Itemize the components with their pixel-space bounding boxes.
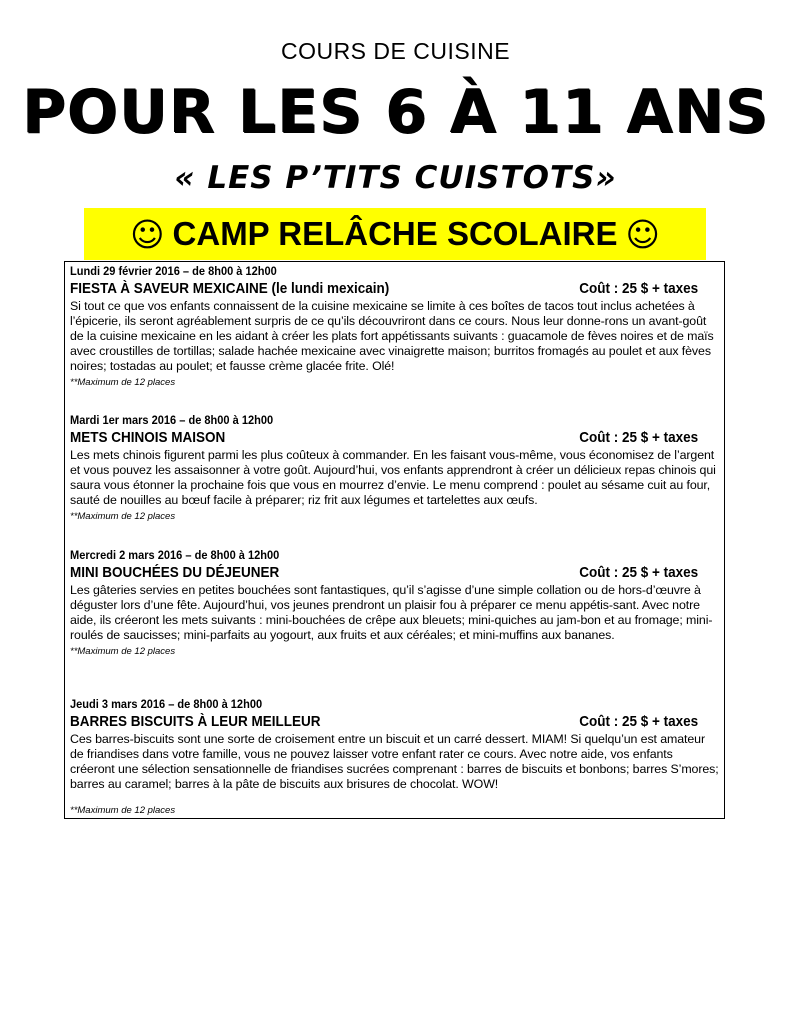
session-title: BARRES BISCUITS À LEUR MEILLEUR bbox=[70, 713, 321, 730]
session-description: Ces barres-biscuits sont une sorte de croisement entre un biscuit et un carré dessert. MIAM! Si quelqu’un est amateur de friandises dans votre famille, vous ne pouvez laisser votre enfant rater ce cours. Avec notre aide, vos enfants créeront une sélection sensationnelle de friandises sucrées comprenant : barres de biscuits et bonbons; barres S’mores; barres au caramel; barres à la pâte de biscuits aux brisures de chocolat. WOW! bbox=[70, 732, 719, 791]
session-cost: Coût : 25 $ + taxes bbox=[579, 429, 698, 446]
session-cost: Coût : 25 $ + taxes bbox=[579, 564, 698, 581]
camp-banner bbox=[84, 208, 706, 260]
session-header bbox=[70, 712, 720, 732]
smiley-icon: ☺ bbox=[625, 214, 660, 254]
session-title: FIESTA À SAVEUR MEXICAINE (le lundi mexicain) bbox=[70, 280, 390, 297]
session-date: Mardi 1er mars 2016 – de 8h00 à 12h00 bbox=[70, 413, 274, 427]
session-note: **Maximum de 12 places bbox=[70, 805, 176, 816]
smiley-icon: ☺ bbox=[130, 214, 165, 254]
session-date: Jeudi 3 mars 2016 – de 8h00 à 12h00 bbox=[70, 697, 263, 711]
session-date: Lundi 29 février 2016 – de 8h00 à 12h00 bbox=[70, 264, 277, 278]
session-cost: Coût : 25 $ + taxes bbox=[579, 280, 698, 297]
session-header bbox=[70, 279, 720, 299]
header-top-line: COURS DE CUISINE bbox=[280, 38, 511, 64]
session-title: MINI BOUCHÉES DU DÉJEUNER bbox=[70, 564, 280, 581]
session-note: **Maximum de 12 places bbox=[70, 511, 176, 522]
sessions-box bbox=[64, 261, 725, 819]
session-date: Mercredi 2 mars 2016 – de 8h00 à 12h00 bbox=[70, 548, 280, 562]
session-description: Les gâteries servies en petites bouchées sont fantastiques, qu’il s’agisse d’une simple collation ou de hors-d’œuvre à déguster lors d’une fête. Aujourd’hui, vos jeunes prendront un plaisir fou à préparer ce menu appétis-sant. Avec notre aide, ils créeront les mets suivants : mini-bouchées de crêpe aux bleuets; mini-quiches au jam-bon et au fromage; mini-roulés de saucisses; mini-parfaits au yogourt, aux fruits et aux céréales; et mini-muffins aux bananes. bbox=[70, 583, 713, 642]
session-title: METS CHINOIS MAISON bbox=[70, 429, 226, 446]
subtitle: « LES P’TITS CUISTOTS» bbox=[174, 160, 617, 196]
session-description: Si tout ce que vos enfants connaissent de la cuisine mexicaine se limite à ces boîtes de tacos tout inclus achetées à l’épicerie, ils seront agréablement surpris de ce qu’ils découvriront dans ce cours. Nous leur donne-rons un avant-goût de la cuisine mexicaine en les aidant à créer les plats fort appétissants suivants : guacamole de fèves noires et de maïs avec croustilles de tortillas; salade hachée mexicaine avec vinaigrette maison; burritos fromagés au poulet et aux fèves noires; tostadas au poulet; et fausse crème glacée frite. Olé! bbox=[70, 299, 714, 373]
session-block bbox=[70, 697, 720, 817]
session-note: **Maximum de 12 places bbox=[70, 646, 176, 657]
main-title: POUR LES 6 À 11 ANS bbox=[21, 77, 770, 147]
session-header bbox=[70, 428, 720, 448]
session-note: **Maximum de 12 places bbox=[70, 377, 176, 388]
session-block bbox=[70, 264, 720, 389]
session-block bbox=[70, 548, 720, 658]
session-cost: Coût : 25 $ + taxes bbox=[579, 713, 698, 730]
session-description: Les mets chinois figurent parmi les plus coûteux à commander. En les faisant vous-même, vous économisez de l’argent et vous pouvez les assaisonner à votre goût. Aujourd’hui, vos enfants apprendront à créer un délicieux repas chinois qui saura vous étonner la prochaine fois que vous en mourrez d’envie. Le menu comprend : poulet au sésame cuit au four, sauté de nouilles au bœuf facile à préparer; riz frit aux légumes et tartelettes aux œufs. bbox=[70, 448, 716, 507]
session-block bbox=[70, 413, 720, 523]
session-header bbox=[70, 563, 720, 583]
banner-text: CAMP RELÂCHE SCOLAIRE bbox=[172, 215, 618, 252]
